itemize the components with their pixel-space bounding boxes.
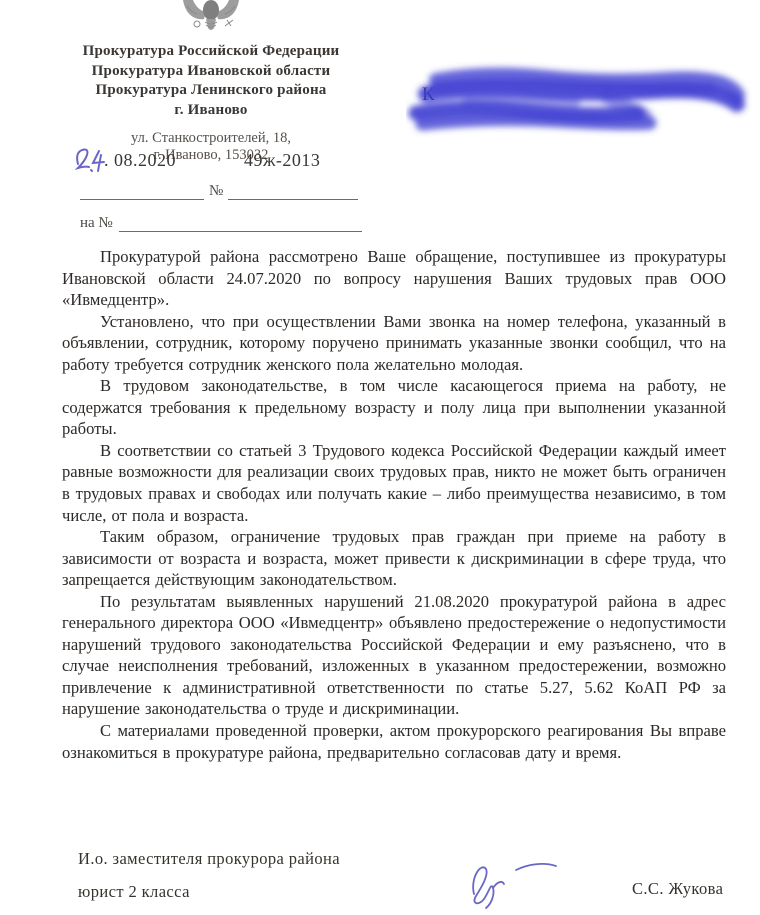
- paragraph: В трудовом законодательстве, в том числе касающегося приема на работу, не содержатся требования к предельному возрасту и полу лица при выполнении указанной работы.: [62, 376, 726, 439]
- blank-line: [80, 183, 204, 200]
- org-city-line: г. Иваново: [174, 101, 248, 118]
- paragraph: Установлено, что при осуществлении Вами звонка на номер телефона, указанный в объявлении, сотрудник, которому поручено принимать указанные звонки сообщил, что на работу требуется сотрудник женского пола желательно молодая.: [62, 311, 726, 374]
- signer-name: С.С. Жукова: [632, 879, 724, 898]
- address-line: г. Иваново, 153032: [153, 146, 269, 163]
- outgoing-number-line: [80, 180, 365, 200]
- reply-to-number-line: [80, 212, 362, 232]
- paragraph: В соответствии со статьей 3 Трудового кодекса Российской Федерации каждый имеет равные возможности для реализации своих трудовых прав, никто не может быть ограничен в трудовых правах и свободах или получать какие – либо преимущества независимо, в том числе, от пола и возраста.: [62, 440, 726, 525]
- recipient-block: [406, 58, 754, 140]
- letterhead: [58, 0, 364, 163]
- double-headed-eagle-emblem: [175, 0, 247, 34]
- blue-marker-redaction: [406, 58, 754, 140]
- reply-to-label: на №: [80, 215, 113, 231]
- handwritten-signature: [448, 852, 578, 910]
- paragraph: Таким образом, ограничение трудовых прав граждан при приеме на работу в зависимости от возраста и возраста, может привести к дискриминации в сфере труда, что запрещается действующим законодательством.: [62, 527, 726, 590]
- paragraph: Прокуратурой района рассмотрено Ваше обращение, поступившее из прокуратуры Ивановской области 24.07.2020 по вопросу нарушения Ваших трудовых прав ООО «Ивмедцентр».: [62, 247, 726, 310]
- stamp-date: . 08.2020: [104, 150, 176, 170]
- recipient-visible-letter: К: [422, 84, 435, 105]
- case-number: 49ж-2013: [244, 150, 321, 170]
- letter-body: [62, 246, 726, 838]
- signer-position-line1: И.о. заместителя прокурора района: [78, 849, 340, 868]
- signer-position-line2: юрист 2 класса: [78, 882, 190, 901]
- paragraph: По результатам выявленных нарушений 21.08.2020 прокуратурой района в адрес генерального директора ООО «Ивмедцентр» объявлено предостережение о недопустимости нарушений трудового законодательства Российской Федерации и ему разъяснено, что в случае неисполнения требований, изложенных в указанном предостережении, возможно привлечение к административной ответственности по статье 5.27, 5.62 КоАП РФ за нарушение законодательства о труде и дискриминации.: [62, 591, 726, 719]
- paragraph: С материалами проведенной проверки, актом прокурорского реагирования Вы вправе ознакомиться в прокуратуре района, предварительно согласовав дату и время.: [62, 721, 726, 762]
- org-name-line: Прокуратура Российской Федерации: [82, 43, 340, 59]
- blank-line: [228, 183, 358, 200]
- org-name-line: Прокуратура Ленинского района: [95, 82, 327, 99]
- number-symbol: №: [209, 183, 224, 199]
- blank-line: [119, 215, 362, 232]
- address-line: ул. Станкостроителей, 18,: [131, 130, 291, 147]
- org-name-line: Прокуратура Ивановской области: [91, 62, 331, 79]
- date-row: [58, 144, 378, 178]
